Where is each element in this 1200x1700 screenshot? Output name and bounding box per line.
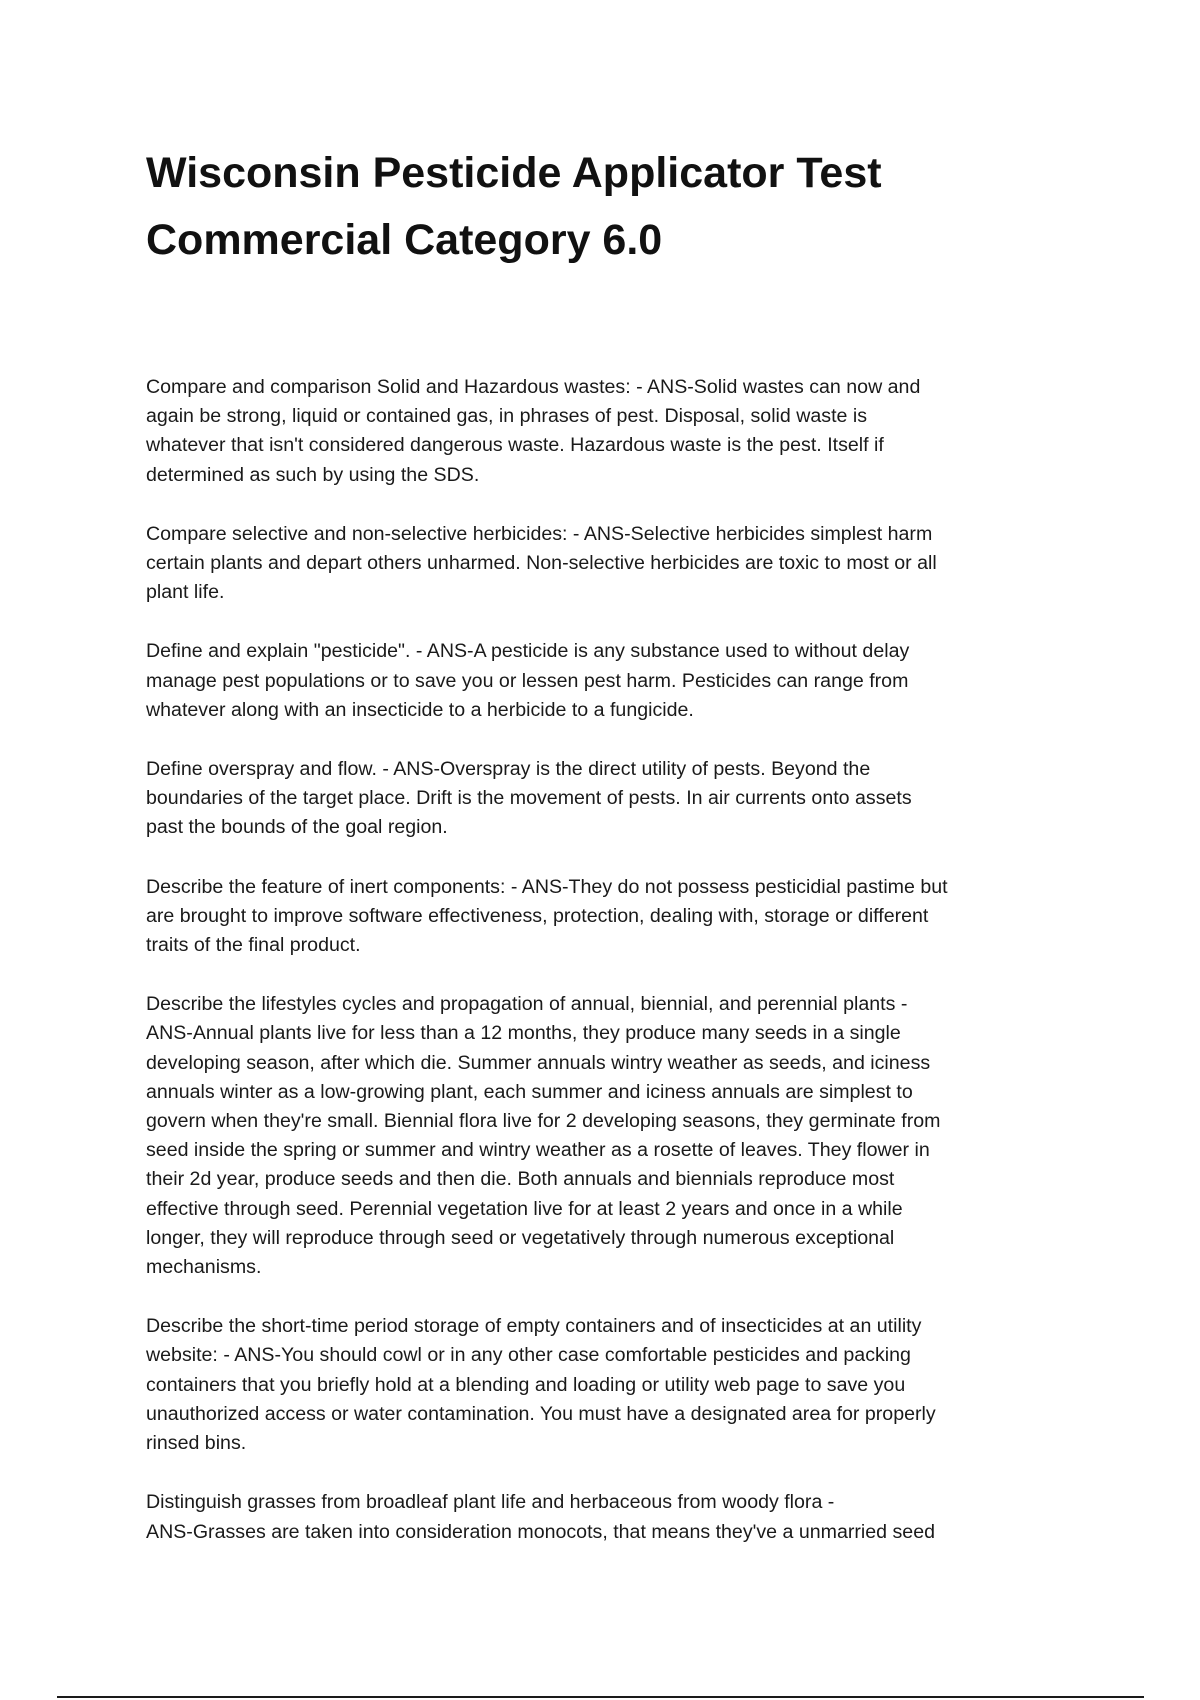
text-line: traits of the final product. [146, 934, 361, 957]
qa-entry [146, 1312, 1071, 1458]
text-line: determined as such by using the SDS. [146, 463, 480, 486]
text-line: unauthorized access or water contamination. You must have a designated area for properly [146, 1402, 936, 1425]
qa-list [146, 373, 1071, 1577]
title-line-2: Commercial Category 6.0 [146, 216, 663, 264]
qa-entry [146, 520, 1071, 608]
text-line: rinsed bins. [146, 1432, 247, 1455]
text-line: their 2d year, produce seeds and then die. Both annuals and biennials reproduce most [146, 1168, 895, 1191]
text-line: mechanisms. [146, 1256, 262, 1279]
text-line: Compare and comparison Solid and Hazardous wastes: - ANS-Solid wastes can now and [146, 376, 921, 398]
text-line: website: - ANS-You should cowl or in any other case comfortable pesticides and packing [146, 1344, 911, 1367]
qa-entry [146, 637, 1071, 725]
text-line: again be strong, liquid or contained gas, in phrases of pest. Disposal, solid waste is [146, 405, 868, 428]
qa-entry [146, 873, 1071, 961]
text-line: boundaries of the target place. Drift is the movement of pests. In air currents onto assets [146, 787, 912, 810]
qa-entry [146, 373, 1071, 490]
qa-entry [146, 755, 1071, 843]
qa-entry [146, 1488, 1071, 1546]
text-line: ANS-Annual plants live for less than a 12 months, they produce many seeds in a single [146, 1022, 901, 1045]
text-line: effective through seed. Perennial vegetation live for at least 2 years and once in a while [146, 1197, 903, 1220]
page-title [146, 140, 1086, 274]
title-line-1: Wisconsin Pesticide Applicator Test [146, 149, 882, 197]
text-line: Distinguish grasses from broadleaf plant life and herbaceous from woody flora - [146, 1491, 835, 1514]
qa-entry [146, 990, 1071, 1282]
text-line: past the bounds of the goal region. [146, 816, 448, 839]
text-line: govern when they're small. Biennial flora live for 2 developing seasons, they germinate from [146, 1110, 941, 1133]
text-line: manage pest populations or to save you or lessen pest harm. Pesticides can range from [146, 669, 909, 692]
text-line: containers that you briefly hold at a blending and loading or utility web page to save you [146, 1373, 906, 1396]
text-line: Describe the short-time period storage of empty containers and of insecticides at an utility [146, 1315, 922, 1338]
text-line: developing season, after which die. Summer annuals wintry weather as seeds, and iciness [146, 1051, 931, 1074]
text-line: annuals winter as a low-growing plant, each summer and iciness annuals are simplest to [146, 1080, 913, 1103]
text-line: are brought to improve software effectiveness, protection, dealing with, storage or different [146, 904, 929, 927]
text-line: plant life. [146, 581, 225, 604]
text-line: Define overspray and flow. - ANS-Overspray is the direct utility of pests. Beyond the [146, 758, 871, 781]
text-line: Describe the feature of inert components: - ANS-They do not possess pesticidial pastime but [146, 875, 948, 898]
text-line: Describe the lifestyles cycles and propagation of annual, biennial, and perennial plants - [146, 993, 908, 1016]
text-line: whatever along with an insecticide to a herbicide to a fungicide. [146, 698, 694, 721]
text-line: Define and explain "pesticide". - ANS-A pesticide is any substance used to without delay [146, 640, 910, 663]
text-line: certain plants and depart others unharmed. Non-selective herbicides are toxic to most or all [146, 552, 937, 575]
text-line: seed inside the spring or summer and wintry weather as a rosette of leaves. They flower in [146, 1139, 930, 1162]
text-line: ANS-Grasses are taken into consideration monocots, that means they've a unmarried seed [146, 1520, 935, 1543]
text-line: longer, they will reproduce through seed or vegetatively through numerous exceptional [146, 1226, 895, 1249]
text-line: Compare selective and non-selective herbicides: - ANS-Selective herbicides simplest harm [146, 522, 933, 545]
text-line: whatever that isn't considered dangerous waste. Hazardous waste is the pest. Itself if [146, 434, 884, 457]
footer-divider [57, 1696, 1144, 1698]
